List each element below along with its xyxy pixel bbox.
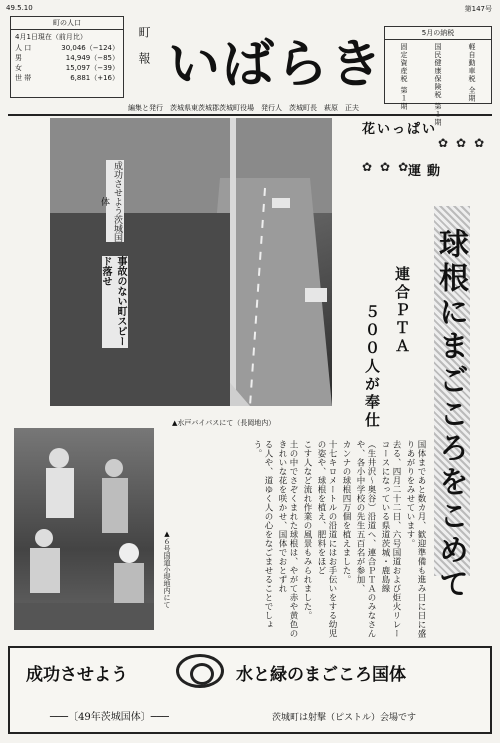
body-paragraph: （生井沢〜奥谷）沿道へ、連合ＰＴＡのみなさんや、各小中学校の先生五百名が参加、 — [355, 440, 376, 638]
tax-col-3: 軽自動車税 全期 — [468, 43, 476, 103]
kokutai-logo-icon — [176, 654, 224, 688]
tax-col-1: 固定資産税 第１期 — [400, 43, 408, 111]
issue-number: 第147号 — [464, 5, 492, 13]
body-paragraph: る人や、道ゆく人の心をなごませることでしょう。 — [252, 440, 273, 629]
population-value: 6,881（+16） — [70, 74, 119, 82]
population-label: 人 口 — [15, 44, 32, 52]
planting-photo — [14, 428, 154, 630]
tax-title: 5月の納税 — [385, 27, 491, 40]
banner-left: 成功させよう — [26, 665, 128, 685]
population-box — [10, 16, 124, 98]
tax-col-2: 国民健康保険税 第１期 — [434, 43, 442, 127]
flower-ornaments-2: ✿✿✿ — [362, 160, 417, 174]
population-value: 14,949（−85） — [65, 54, 119, 62]
population-rows — [11, 43, 123, 83]
tax-box — [384, 26, 492, 127]
body-paragraph: 国体まであと数カ月、歓迎準備も進み日に日に盛りあがりをみせています。 — [405, 440, 426, 638]
population-value: 30,046（−124） — [61, 44, 119, 52]
flower-ornaments: ✿✿✿ — [438, 136, 493, 150]
population-label: 男 — [15, 54, 22, 62]
caption-top: ▲水戸バイパスにて（長岡地内） — [172, 419, 276, 427]
population-as-of: 4月1日現在（前月比） — [15, 33, 87, 41]
header-rule — [8, 114, 492, 116]
banner-right: 水と緑のまごころ国体 — [236, 665, 406, 685]
banner-bracket-text: 49年茨城国体 — [78, 712, 141, 723]
body-paragraph: 土の中でさぞくまれた球根は、やがて赤や黄色のきれいな花を咲かせ、国体でおとずれ — [277, 440, 298, 638]
masthead-vertical: 町報 — [137, 26, 151, 78]
caption-bottom: ▲６号国道小堤地内にて — [163, 530, 171, 608]
population-row — [15, 53, 119, 63]
population-title: 町の人口 — [11, 17, 123, 30]
body-paragraph: 十七キロメートルの沿道にはお手伝いをする幼児の姿や、球根を植え、肥料をほど — [316, 440, 337, 638]
publisher-line: 編集と発行 茨城県東茨城郡茨城町役場 発行人 茨城町長 萩原 正夫 — [128, 104, 359, 112]
population-label: 世 帯 — [15, 74, 32, 82]
population-label: 女 — [15, 64, 22, 72]
population-row — [15, 43, 119, 53]
sign-speed: 事故のない町スピード落せ — [100, 256, 126, 346]
masthead-title: いばらき — [168, 35, 385, 95]
roadside-photo — [50, 118, 332, 406]
body-paragraph: カンナの球根四万個を植えました。 — [341, 440, 351, 584]
subhead-2: ５００人が奉仕 — [363, 304, 381, 430]
headline: 球根にまごころをこめて — [433, 228, 468, 602]
banner-note: 茨城町は射撃（ピストル）会場です — [272, 713, 417, 723]
population-value: 15,097（−39） — [65, 64, 119, 72]
campaign-subtitle: 運動 — [408, 164, 447, 179]
subhead-1: 連合ＰＴＡ — [393, 266, 411, 356]
population-row — [15, 63, 119, 73]
planting-scene — [14, 428, 154, 630]
road-scene — [50, 118, 332, 406]
article-body — [186, 440, 426, 640]
banner-bracket: ───〔49年茨城国体〕─── — [50, 712, 169, 723]
kokutai-banner — [8, 646, 492, 734]
body-paragraph: 去る、四月二十二日、六号国道および炬火リレーコースになっている県道茨城・鹿島線 — [380, 440, 401, 638]
print-date: 49.5.10 — [6, 4, 33, 12]
body-paragraph: こす人など流れ作業の風景もみられました。 — [302, 440, 312, 620]
campaign-title: 花いっぱい — [362, 122, 438, 137]
population-row — [15, 73, 119, 83]
sign-kokutai: 成功させよう茨城国体 — [99, 160, 122, 242]
